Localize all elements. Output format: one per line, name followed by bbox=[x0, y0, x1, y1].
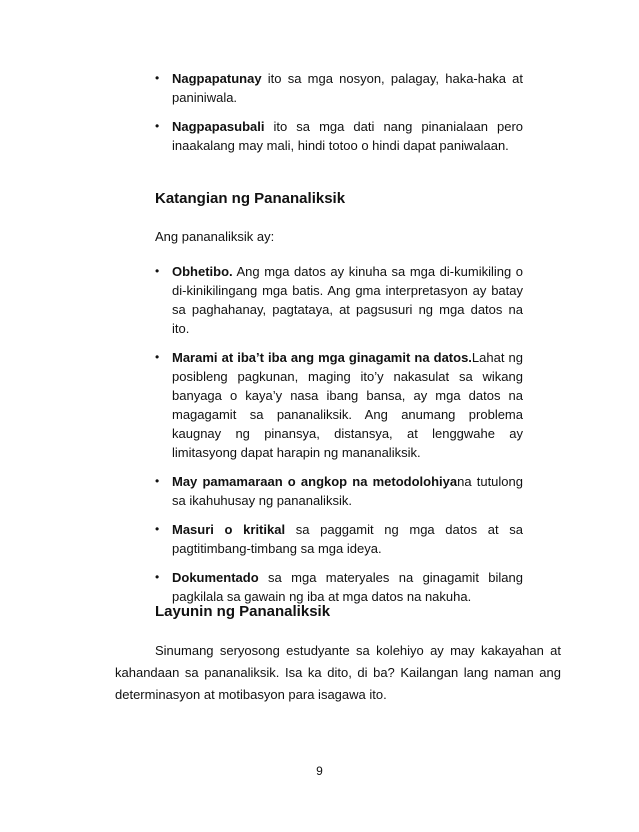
bullet-list-2 bbox=[155, 262, 523, 606]
list-item-term: May pamamaraan o angkop na metodolohiya bbox=[172, 474, 458, 489]
list-item-text: na tutulong sa ikahuhusay ng pananaliksik. bbox=[172, 474, 523, 508]
bullet-icon: • bbox=[155, 119, 160, 133]
list-item-text: Ang mga datos ay kinuha sa mga di-kumikiling o di-kinikilingang mga batis. Ang gma interpretasyon ay batay sa paghahanay, pagtataya, at pagsusuri ng mga datos na ito. bbox=[172, 264, 523, 336]
list-item bbox=[155, 520, 523, 558]
list-item-term: Nagpapatunay bbox=[172, 71, 262, 86]
bullet-icon: • bbox=[155, 264, 160, 278]
bullet-icon: • bbox=[155, 71, 160, 85]
list-item bbox=[155, 69, 523, 107]
bullet-icon: • bbox=[155, 570, 160, 584]
list-item bbox=[155, 117, 523, 155]
list-item-term: Masuri o kritikal bbox=[172, 522, 286, 537]
list-item-term: Nagpapasubali bbox=[172, 119, 265, 134]
section-heading-layunin: Layunin ng Pananaliksik bbox=[155, 603, 331, 620]
list-item bbox=[155, 262, 523, 338]
list-item-term: Obhetibo. bbox=[172, 264, 233, 279]
list-item-term: Dokumentado bbox=[172, 570, 259, 585]
list-item bbox=[155, 472, 523, 510]
list-item-text: ito sa mga nosyon, palagay, haka-haka at paniniwala. bbox=[172, 71, 523, 105]
bullet-list-1 bbox=[155, 69, 523, 155]
bullet-icon: • bbox=[155, 522, 160, 536]
section-heading-katangian: Katangian ng Pananaliksik bbox=[155, 190, 346, 207]
list-item-text: ito sa mga dati nang pinanialaan pero inaakalang may mali, hindi totoo o hindi dapat paniwalaan. bbox=[172, 119, 523, 153]
bullet-icon: • bbox=[155, 474, 160, 488]
bullet-icon: • bbox=[155, 350, 160, 364]
list-item bbox=[155, 348, 523, 462]
intro-text: Ang pananaliksik ay: bbox=[155, 229, 275, 244]
list-item-text: sa paggamit ng mga datos at sa pagtitimbang-timbang sa mga ideya. bbox=[172, 522, 523, 556]
list-item-term: Marami at iba’t iba ang mga ginagamit na datos. bbox=[172, 350, 472, 365]
page-number: 9 bbox=[316, 764, 323, 778]
list-item bbox=[155, 568, 523, 606]
list-item-text: sa mga materyales na ginagamit bilang pagkilala sa gawain ng iba at mga datos na nakuha. bbox=[172, 570, 523, 604]
body-paragraph: Sinumang seryosong estudyante sa kolehiyo ay may kakayahan at kahandaan sa pananaliksik. Isa ka dito, di ba? Kailangan lang naman ang determinasyon at motibasyon para isagawa ito. bbox=[115, 643, 561, 702]
list-item-text: Lahat ng posibleng pagkunan, maging ito’y nakasulat sa wikang banyaga o kaya’y nasa ibang bansa, ay mga datos na magagamit sa pananaliksik. Ang anumang problema kaugnay ng pinansya, distansya, at lenggwahe ay limitasyong dapat harapin ng mananaliksik. bbox=[172, 350, 523, 460]
